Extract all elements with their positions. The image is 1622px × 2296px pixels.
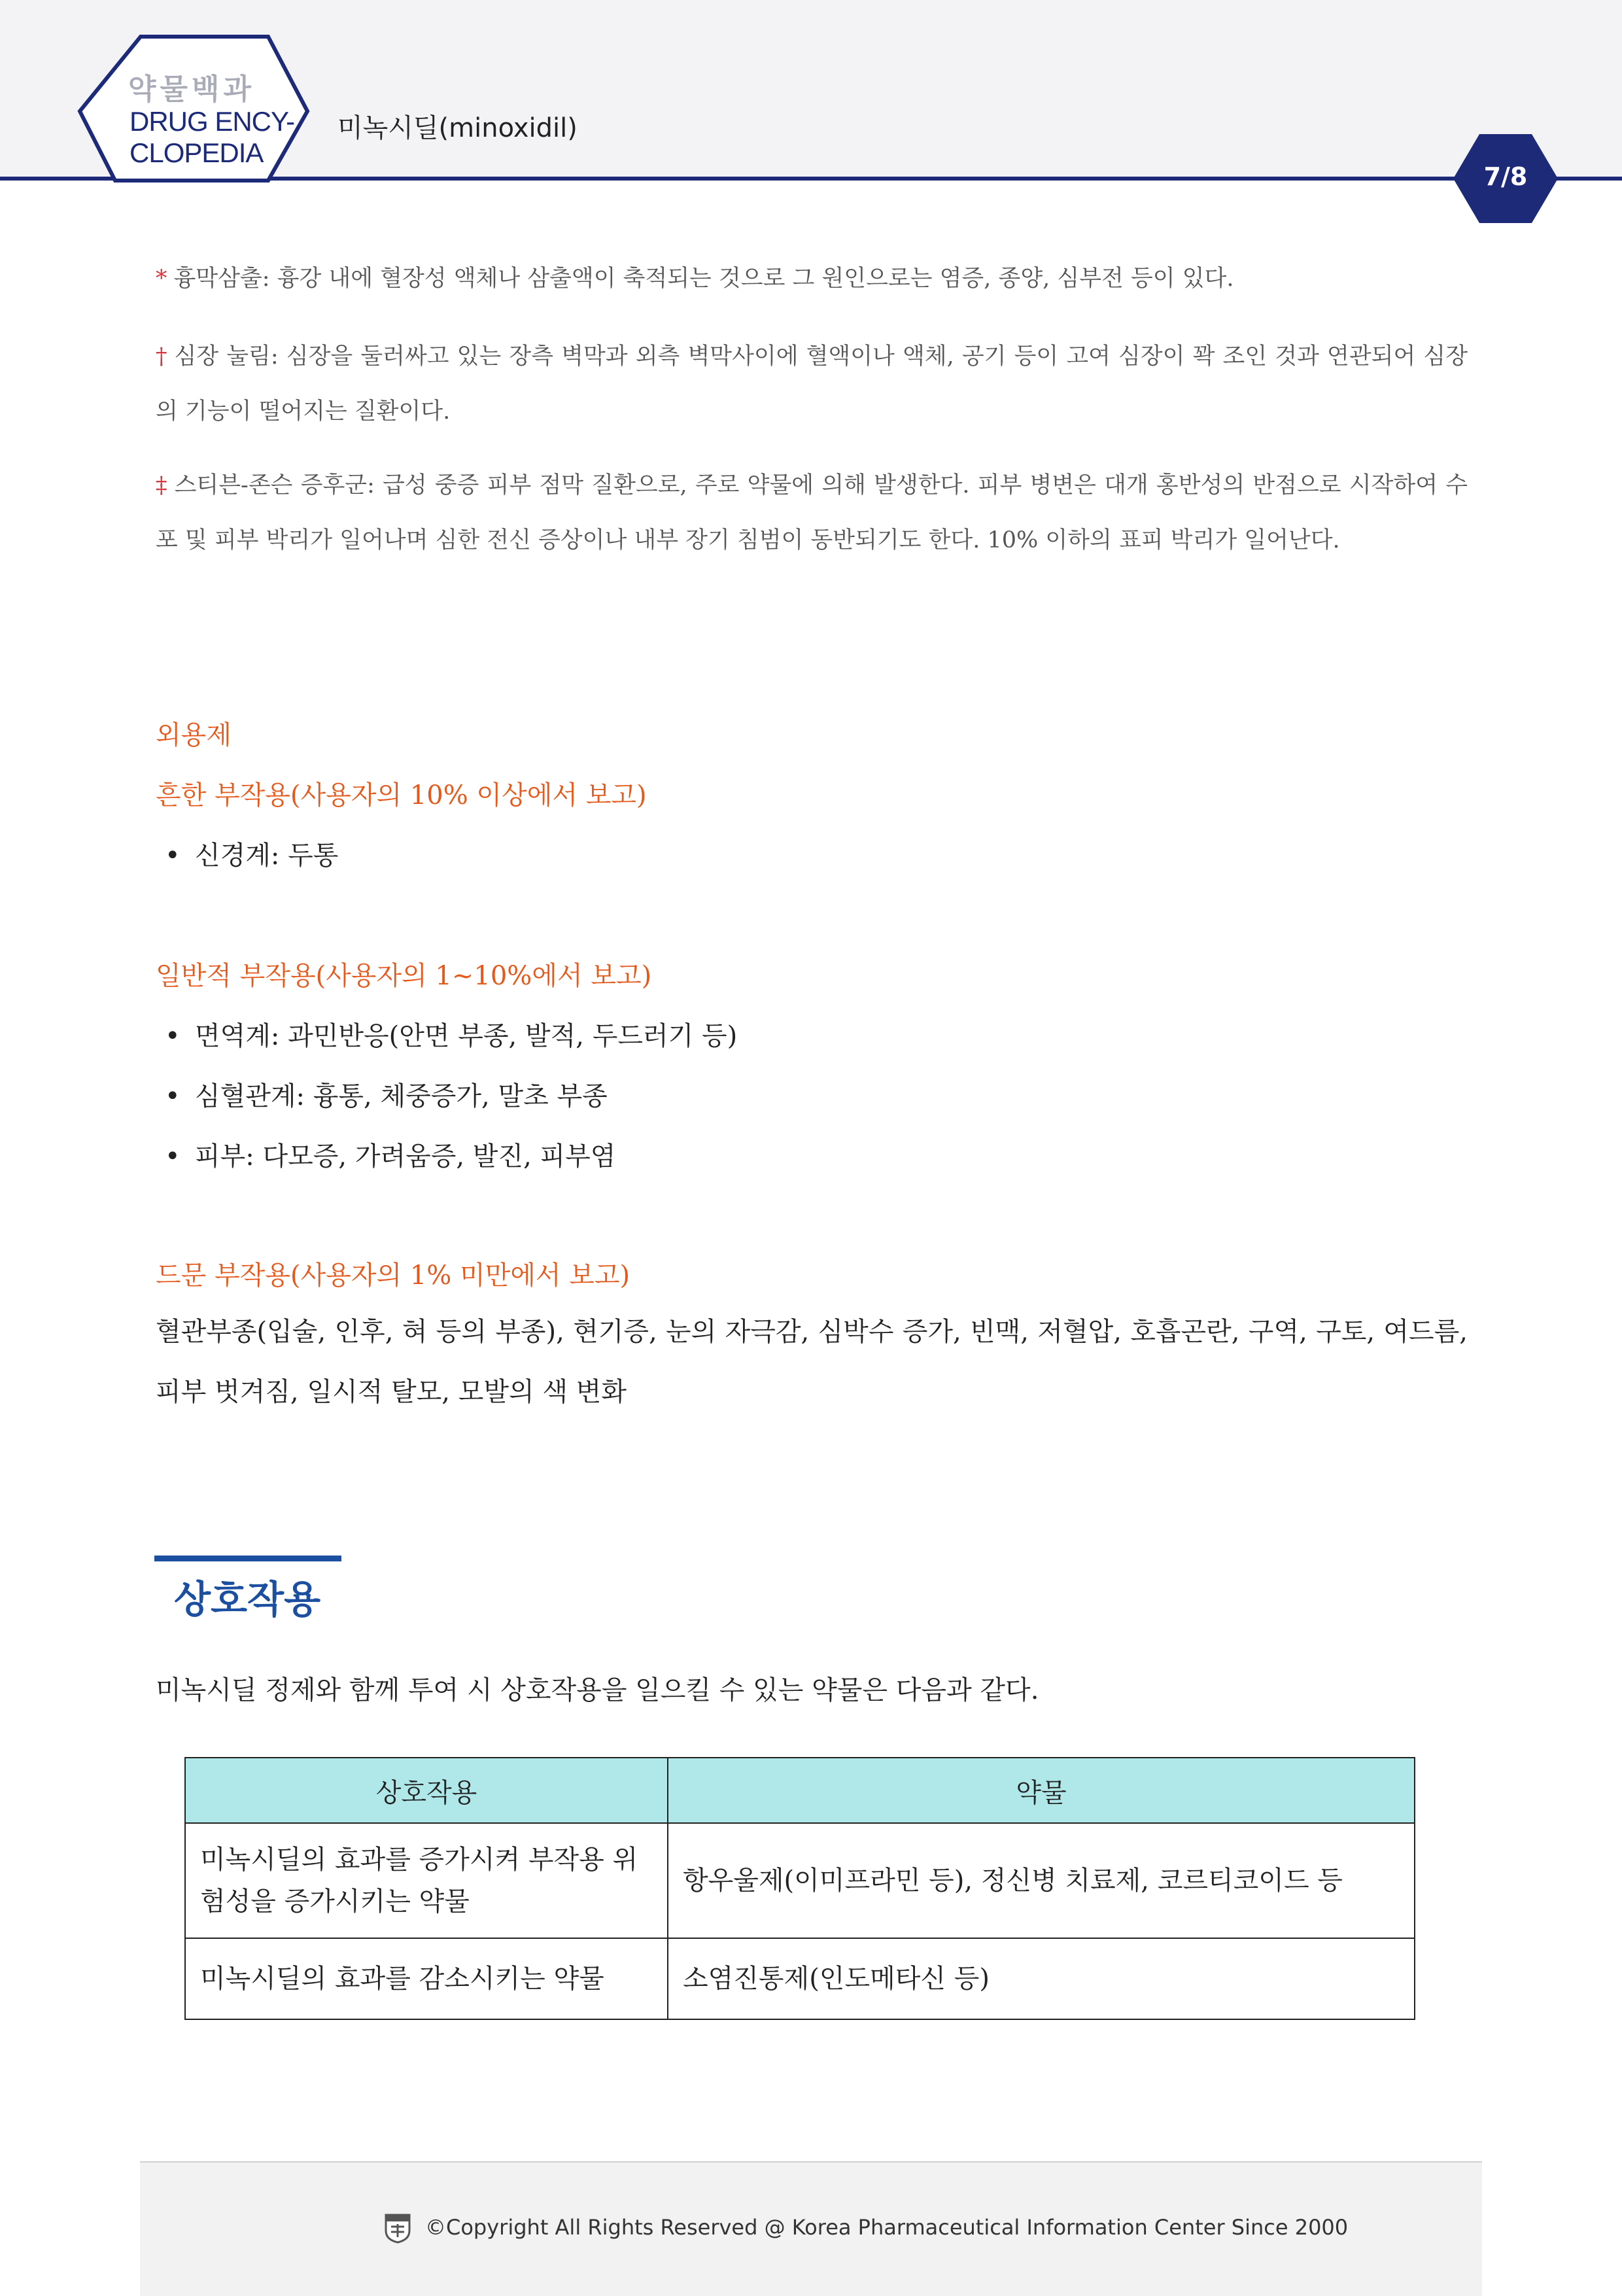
footnote-sjs <box>156 458 1468 568</box>
section-accent-bar <box>154 1556 341 1561</box>
logo-english: DRUG ENCY- CLOPEDIA <box>129 106 295 168</box>
table-cell: 미녹시딜의 효과를 감소시키는 약물 <box>185 1938 668 2019</box>
common-effects-heading: 흔한 부작용(사용자의 10% 이상에서 보고) <box>156 780 647 810</box>
interactions-table <box>184 1757 1415 2020</box>
table-row <box>185 1938 1415 2019</box>
bullet-dot: • <box>165 841 181 871</box>
list-item-text: 면역계: 과민반응(안면 부종, 발적, 두드러기 등) <box>195 1021 738 1051</box>
footnote-text: 심장 눌림: 심장을 둘러싸고 있는 장측 벽막과 외측 벽막사이에 혈액이나 액체, 공기 등이 고여 심장이 꽉 조인 것과 연관되어 심장의 기능이 떨어지는 질환이다. <box>156 343 1468 425</box>
interactions-intro: 미녹시딜 정제와 함께 투여 시 상호작용을 일으킬 수 있는 약물은 다음과 같다. <box>156 1675 1039 1705</box>
footnote-pleural-effusion <box>156 251 1468 306</box>
bullet-dot: • <box>165 1081 181 1111</box>
rare-effects-heading: 드문 부작용(사용자의 1% 미만에서 보고) <box>156 1261 630 1291</box>
table-cell: 소염진통제(인도메타신 등) <box>668 1938 1415 2019</box>
list-item <box>165 1075 608 1113</box>
column-header: 약물 <box>668 1758 1415 1823</box>
page-number: 7/8 <box>1483 162 1528 191</box>
list-item-text: 신경계: 두통 <box>195 841 339 871</box>
footnote-text: 스티븐-존슨 증후군: 급성 중증 피부 점막 질환으로, 주로 약물에 의해 발생한다. 피부 병변은 대개 홍반성의 반점으로 시작하여 수포 및 피부 박리가 일어나며 심한 전신 증상이나 내부 장기 침범이 동반되기도 한다. 10% 이하의 표피 박리가 일어난다. <box>156 472 1468 553</box>
list-item <box>165 1136 615 1173</box>
table-cell: 미녹시딜의 효과를 증가시켜 부작용 위험성을 증가시키는 약물 <box>185 1823 668 1938</box>
shield-emblem-icon <box>385 2214 411 2244</box>
logo-korean: 약물백과 <box>128 73 256 106</box>
document-title: 미녹시딜(minoxidil) <box>337 113 578 143</box>
list-item <box>165 835 338 872</box>
footnote-mark: * <box>156 266 167 292</box>
rare-effects-text: 혈관부종(입술, 인후, 혀 등의 부종), 현기증, 눈의 자극감, 심박수 증가, 빈맥, 저혈압, 호흡곤란, 구역, 구토, 여드름, 피부 벗겨짐, 일시적 탈모, 모발의 색 변화 <box>156 1317 1468 1407</box>
table-header-row <box>185 1758 1415 1823</box>
general-effects-heading: 일반적 부작용(사용자의 1~10%에서 보고) <box>156 961 652 991</box>
list-item-text: 피부: 다모증, 가려움증, 발진, 피부염 <box>195 1141 616 1172</box>
list-item <box>165 1015 737 1052</box>
column-header: 상호작용 <box>185 1758 668 1823</box>
footer-copyright: ©Copyright All Rights Reserved @ Korea Pharmaceutical Information Center Since 2000 <box>425 2215 1349 2240</box>
footnote-text: 흉막삼출: 흉강 내에 혈장성 액체나 삼출액이 축적되는 것으로 그 원인으로는 염증, 종양, 심부전 등이 있다. <box>173 266 1234 292</box>
interactions-title: 상호작용 <box>174 1577 321 1622</box>
topical-heading: 외용제 <box>156 720 232 750</box>
table-cell: 항우울제(이미프라민 등), 정신병 치료제, 코르티코이드 등 <box>668 1823 1415 1938</box>
table-row <box>185 1823 1415 1938</box>
list-item-text: 심혈관계: 흉통, 체중증가, 말초 부종 <box>195 1081 608 1111</box>
footnote-mark: ‡ <box>156 472 168 498</box>
bullet-dot: • <box>165 1141 181 1172</box>
footnote-mark: † <box>156 343 168 370</box>
footnote-cardiac-tamponade <box>156 329 1468 439</box>
bullet-dot: • <box>165 1021 181 1051</box>
